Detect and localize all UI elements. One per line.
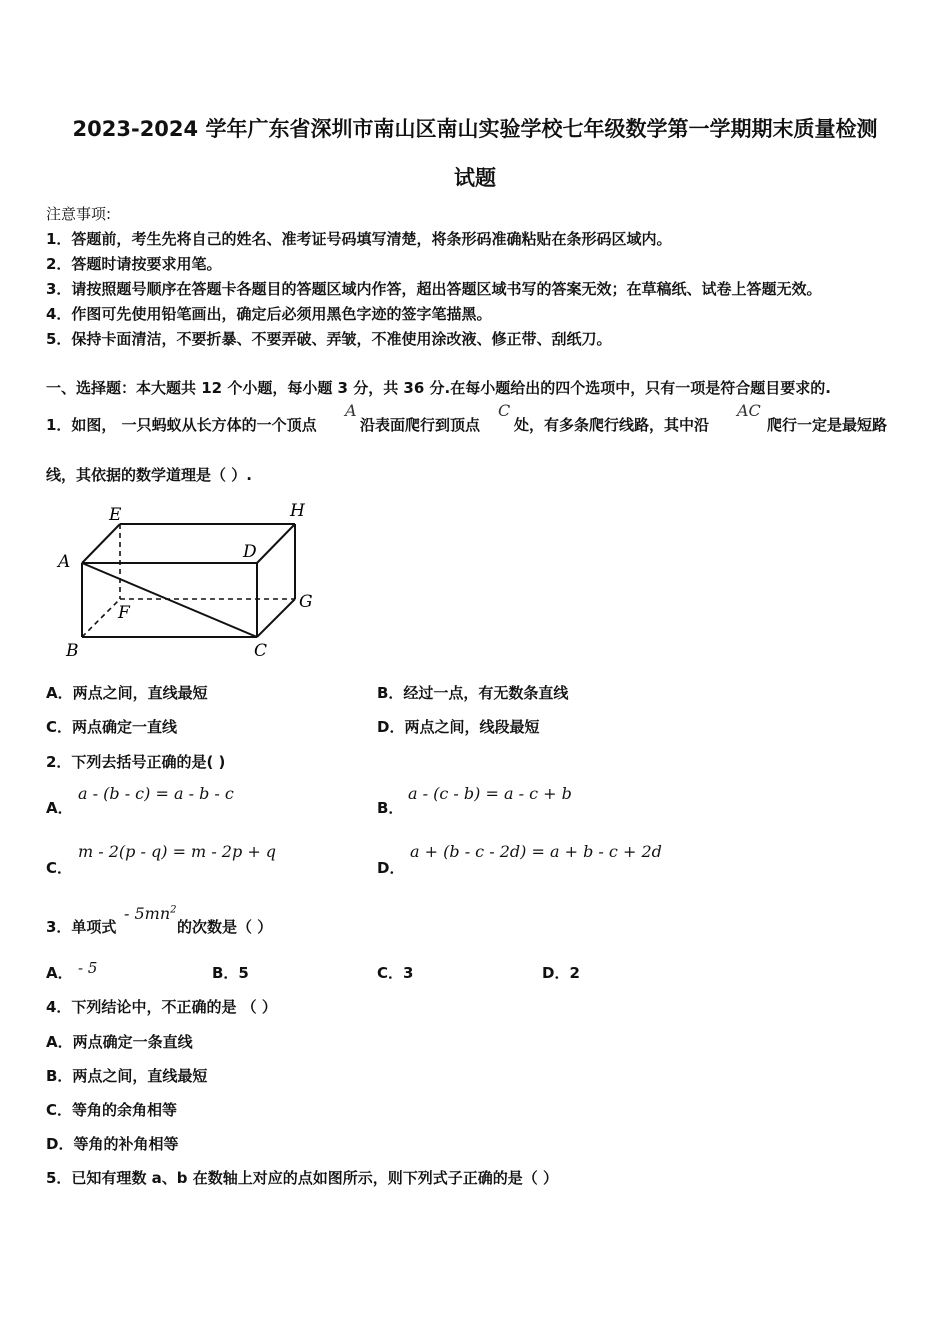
q2-option-d-expr: a + (b - c - 2d) = a + b - c + 2d — [410, 842, 662, 861]
edge-CG — [257, 599, 295, 637]
q3-stem-suffix: 的次数是（ ） — [177, 918, 273, 936]
q5-stem: 5．已知有理数 a、b 在数轴上对应的点如图所示，则下列式子正确的是（ ） — [46, 1169, 558, 1187]
q2-stem: 2．下列去括号正确的是( ) — [46, 753, 226, 771]
q3-monomial-exponent: 2 — [170, 904, 177, 916]
q2-option-d-label: D． — [377, 859, 405, 877]
notice-item-5: 5．保持卡面清洁，不要折暴、不要弄破、弄皱，不准使用涂改液、修正带、刮纸刀。 — [46, 330, 612, 348]
q3-monomial-base: - 5mn — [124, 904, 171, 923]
q3-option-b: B．5 — [212, 964, 249, 982]
q2-option-b-expr: a - (c - b) = a - c + b — [408, 784, 572, 803]
vertex-label-d: D — [243, 542, 257, 562]
q3-option-a-value: - 5 — [78, 959, 98, 977]
vertex-label-a: A — [58, 552, 71, 572]
q1-option-a: A．两点之间，直线最短 — [46, 684, 208, 702]
q4-option-c: C．等角的余角相等 — [46, 1101, 178, 1119]
q1-stem-part4: 爬行一定是最短路 — [767, 416, 888, 434]
document-title-line2: 试题 — [454, 166, 496, 190]
q1-stem-line2: 线，其依据的数学道理是（ ）. — [46, 466, 252, 484]
document-title-line1: 2023-2024 学年广东省深圳市南山区南山实验学校七年级数学第一学期期末质量检测 — [72, 117, 878, 141]
q1-var-a: A — [345, 401, 357, 420]
q2-option-a-label: A． — [46, 799, 73, 817]
q1-var-ac: AC — [737, 401, 761, 420]
hidden-edge-BF — [82, 599, 120, 637]
q2-option-b-label: B． — [377, 799, 404, 817]
q2-option-c-label: C． — [46, 859, 73, 877]
q4-option-b: B．两点之间，直线最短 — [46, 1067, 208, 1085]
q1-stem-part1: 1．如图， 一只蚂蚁从长方体的一个顶点 — [46, 416, 317, 434]
q4-option-a: A．两点确定一条直线 — [46, 1033, 193, 1051]
q3-monomial — [124, 904, 177, 923]
vertex-label-h: H — [290, 501, 305, 521]
edge-AE — [82, 524, 120, 563]
section-heading: 一、选择题：本大题共 12 个小题，每小题 3 分，共 36 分.在每小题给出的四个选项中，只有一项是符合题目要求的. — [46, 379, 831, 397]
vertex-label-c: C — [254, 641, 268, 661]
q1-option-d: D．两点之间，线段最短 — [377, 718, 540, 736]
q1-var-c: C — [498, 401, 511, 420]
edge-DH — [257, 524, 295, 563]
q1-option-b: B．经过一点，有无数条直线 — [377, 684, 569, 702]
notice-item-1: 1．答题前，考生先将自己的姓名、准考证号码填写清楚，将条形码准确粘贴在条形码区域内。 — [46, 230, 672, 248]
notice-item-2: 2．答题时请按要求用笔。 — [46, 255, 222, 273]
vertex-label-g: G — [299, 592, 313, 612]
q1-option-c: C．两点确定一直线 — [46, 718, 178, 736]
q3-option-c: C．3 — [377, 964, 414, 982]
cuboid-figure — [50, 496, 330, 666]
q2-option-a-expr: a - (b - c) = a - b - c — [78, 784, 234, 803]
notice-item-3: 3．请按照题号顺序在答题卡各题目的答题区域内作答，超出答题区域书写的答案无效；在草稿纸、试卷上答题无效。 — [46, 280, 822, 298]
q1-stem-part3: 处，有多条爬行线路，其中沿 — [514, 416, 710, 434]
q1-stem-part2: 沿表面爬行到顶点 — [360, 416, 481, 434]
notice-heading: 注意事项: — [46, 205, 112, 223]
q2-option-c-expr: m - 2(p - q) = m - 2p + q — [78, 842, 277, 861]
vertex-label-f: F — [118, 603, 130, 623]
notice-item-4: 4．作图可先使用铅笔画出，确定后必须用黑色字迹的签字笔描黑。 — [46, 305, 492, 323]
q3-option-a-label: A． — [46, 964, 73, 982]
q4-stem: 4．下列结论中，不正确的是 （ ） — [46, 998, 277, 1016]
diagonal-AC — [82, 563, 257, 637]
vertex-label-e: E — [109, 505, 122, 525]
vertex-label-b: B — [66, 641, 79, 661]
q3-option-d: D．2 — [542, 964, 580, 982]
q3-stem-prefix: 3．单项式 — [46, 918, 117, 936]
q4-option-d: D．等角的补角相等 — [46, 1135, 179, 1153]
